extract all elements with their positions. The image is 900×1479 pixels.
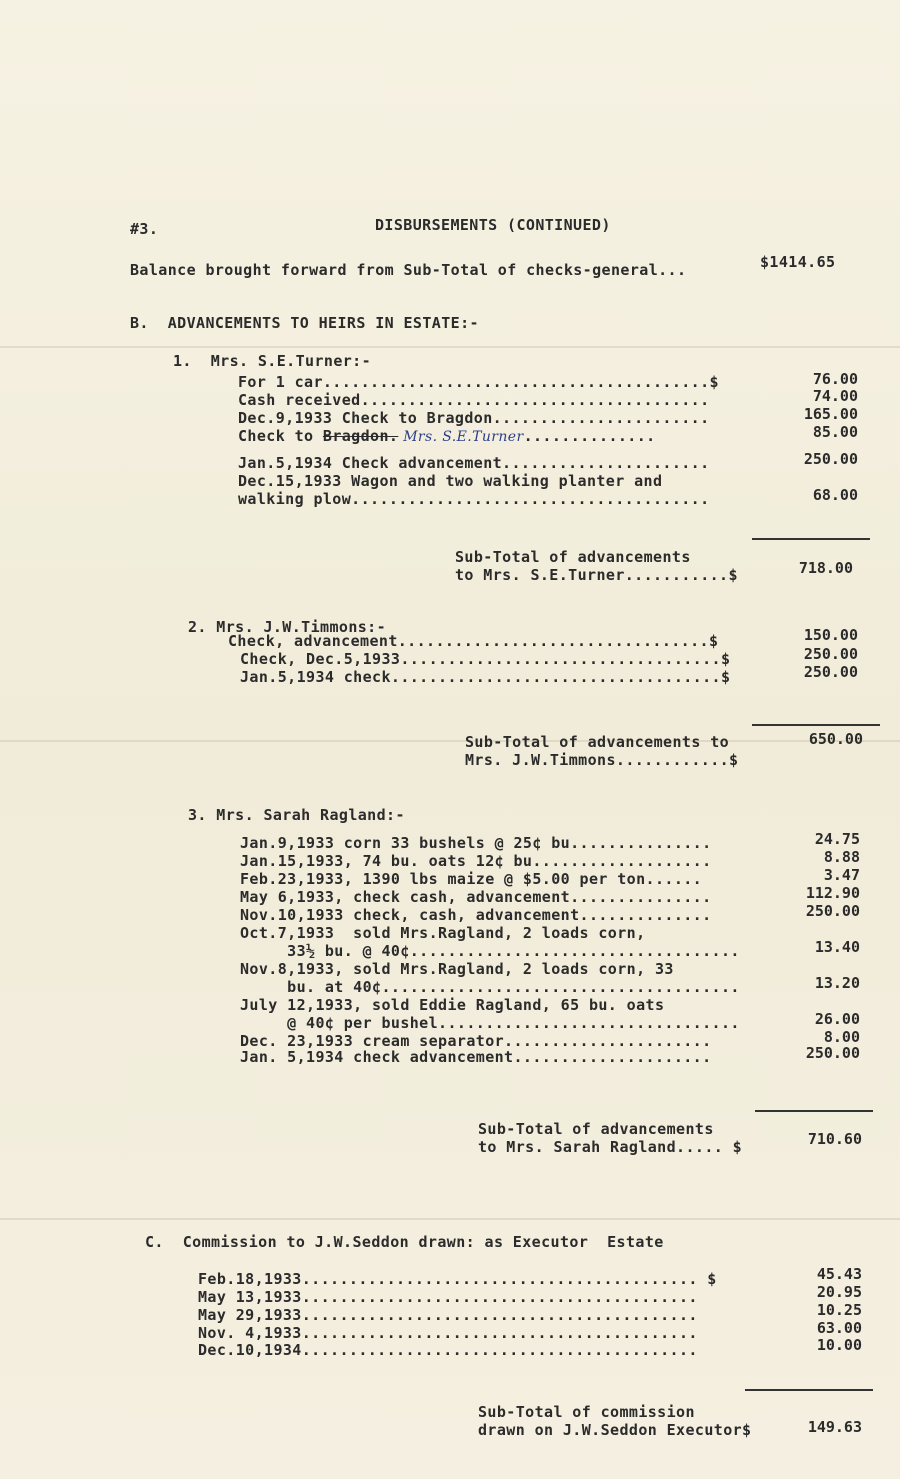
commission-item-desc: Dec.10,1934.......................................... [198, 1341, 698, 1359]
heir3-subtotal-label: to Mrs. Sarah Ragland..... $ [478, 1138, 743, 1156]
commission-subtotal-label: drawn on J.W.Seddon Executor$ [478, 1421, 752, 1439]
struck-text: Bragdon. [322, 427, 399, 445]
commission-item-desc: Feb.18,1933.......................................... $ [198, 1270, 717, 1288]
heir1-item-amount: 165.00 [803, 405, 858, 423]
section-c-heading: C. Commission to J.W.Seddon drawn: as Executor Estate [145, 1233, 664, 1251]
commission-item-amount: 10.00 [816, 1336, 862, 1354]
heir3-subtotal-amount: 710.60 [807, 1130, 862, 1148]
heir2-item-amount: 250.00 [803, 663, 858, 681]
heir3-item-desc: Jan.9,1933 corn 33 bushels @ 25¢ bu............... [240, 834, 712, 852]
heir3-item-desc: Jan. 5,1934 check advancement..................... [240, 1048, 712, 1066]
heir2-item-desc: Check, advancement.................................$ [228, 632, 719, 650]
page-title: DISBURSEMENTS (CONTINUED) [375, 216, 611, 234]
heir2-name: 2. Mrs. J.W.Timmons:- [188, 618, 387, 636]
heir3-name: 3. Mrs. Sarah Ragland:- [188, 806, 405, 824]
heir1-subtotal-label: to Mrs. S.E.Turner...........$ [455, 566, 738, 584]
subtotal-rule [745, 1389, 873, 1391]
handwritten-correction: Mrs. S.E.Turner [398, 429, 524, 445]
heir3-item-desc: Feb.23,1933, 1390 lbs maize @ $5.00 per ton...... [240, 870, 703, 888]
heir3-item-amount: 26.00 [814, 1010, 860, 1028]
fold-line [0, 346, 900, 348]
desc-suffix: .............. [523, 427, 656, 445]
page-number: #3. [130, 220, 159, 238]
heir1-item-desc [238, 427, 656, 446]
commission-item-amount: 10.25 [816, 1301, 862, 1319]
heir3-item-desc: July 12,1933, sold Eddie Ragland, 65 bu. oats [240, 996, 665, 1014]
balance-amount: $1414.65 [760, 253, 836, 271]
heir3-item-desc: Oct.7,1933 sold Mrs.Ragland, 2 loads corn, [240, 924, 646, 942]
section-b-heading: B. ADVANCEMENTS TO HEIRS IN ESTATE:- [130, 314, 479, 332]
heir3-item-amount: 24.75 [814, 830, 860, 848]
heir3-item-desc: @ 40¢ per bushel................................ [240, 1014, 740, 1032]
heir2-item-amount: 150.00 [803, 626, 858, 644]
commission-subtotal-amount: 149.63 [807, 1418, 862, 1436]
fold-line [0, 1218, 900, 1220]
heir1-item-desc: For 1 car.........................................$ [238, 373, 719, 391]
heir3-item-desc: bu. at 40¢...................................... [240, 978, 740, 996]
subtotal-rule [752, 538, 870, 540]
commission-item-amount: 45.43 [816, 1265, 862, 1283]
heir3-item-desc: 33½ bu. @ 40¢................................... [240, 942, 740, 960]
heir3-item-amount: 3.47 [823, 866, 860, 884]
heir1-item-amount: 74.00 [812, 387, 858, 405]
commission-item-amount: 63.00 [816, 1319, 862, 1337]
heir2-item-desc: Jan.5,1934 check...................................$ [240, 668, 731, 686]
heir1-item-amount: 68.00 [812, 486, 858, 504]
heir3-item-desc: Jan.15,1933, 74 bu. oats 12¢ bu................... [240, 852, 712, 870]
commission-subtotal-label: Sub-Total of commission [478, 1403, 695, 1421]
balance-label: Balance brought forward from Sub-Total of checks-general... [130, 261, 687, 279]
desc-prefix: Check to [238, 427, 323, 445]
heir3-item-amount: 13.20 [814, 974, 860, 992]
heir1-subtotal-label: Sub-Total of advancements [455, 548, 691, 566]
heir1-item-amount: 250.00 [803, 450, 858, 468]
heir3-item-amount: 8.00 [823, 1028, 860, 1046]
heir2-subtotal-amount: 650.00 [808, 730, 863, 748]
heir1-item-desc: Jan.5,1934 Check advancement...................... [238, 454, 710, 472]
heir3-item-desc: Nov.10,1933 check, cash, advancement.............. [240, 906, 712, 924]
heir1-item-desc: walking plow...................................... [238, 490, 710, 508]
heir3-item-amount: 250.00 [805, 902, 860, 920]
heir1-subtotal-amount: 718.00 [798, 559, 853, 577]
heir1-item-desc: Dec.15,1933 Wagon and two walking planter and [238, 472, 663, 490]
heir1-name: 1. Mrs. S.E.Turner:- [173, 352, 372, 370]
heir1-item-amount: 85.00 [812, 423, 858, 441]
heir3-item-amount: 8.88 [823, 848, 860, 866]
commission-item-desc: May 13,1933.......................................... [198, 1288, 698, 1306]
subtotal-rule [755, 1110, 873, 1112]
heir2-item-amount: 250.00 [803, 645, 858, 663]
commission-item-desc: May 29,1933.......................................... [198, 1306, 698, 1324]
commission-item-amount: 20.95 [816, 1283, 862, 1301]
heir1-item-amount: 76.00 [812, 370, 858, 388]
heir3-item-desc: Nov.8,1933, sold Mrs.Ragland, 2 loads corn, 33 [240, 960, 674, 978]
commission-item-desc: Nov. 4,1933.......................................... [198, 1324, 698, 1342]
heir1-item-desc: Cash received..................................... [238, 391, 710, 409]
heir3-subtotal-label: Sub-Total of advancements [478, 1120, 714, 1138]
heir1-item-desc: Dec.9,1933 Check to Bragdon....................... [238, 409, 710, 427]
heir3-item-desc: Dec. 23,1933 cream separator...................... [240, 1032, 712, 1050]
heir2-item-desc: Check, Dec.5,1933..................................$ [240, 650, 731, 668]
subtotal-rule [752, 724, 880, 726]
heir3-item-desc: May 6,1933, check cash, advancement............... [240, 888, 712, 906]
heir3-item-amount: 250.00 [805, 1044, 860, 1062]
heir2-subtotal-label: Mrs. J.W.Timmons............$ [465, 751, 739, 769]
heir3-item-amount: 112.90 [805, 884, 860, 902]
heir3-item-amount: 13.40 [814, 938, 860, 956]
heir2-subtotal-label: Sub-Total of advancements to [465, 733, 730, 751]
